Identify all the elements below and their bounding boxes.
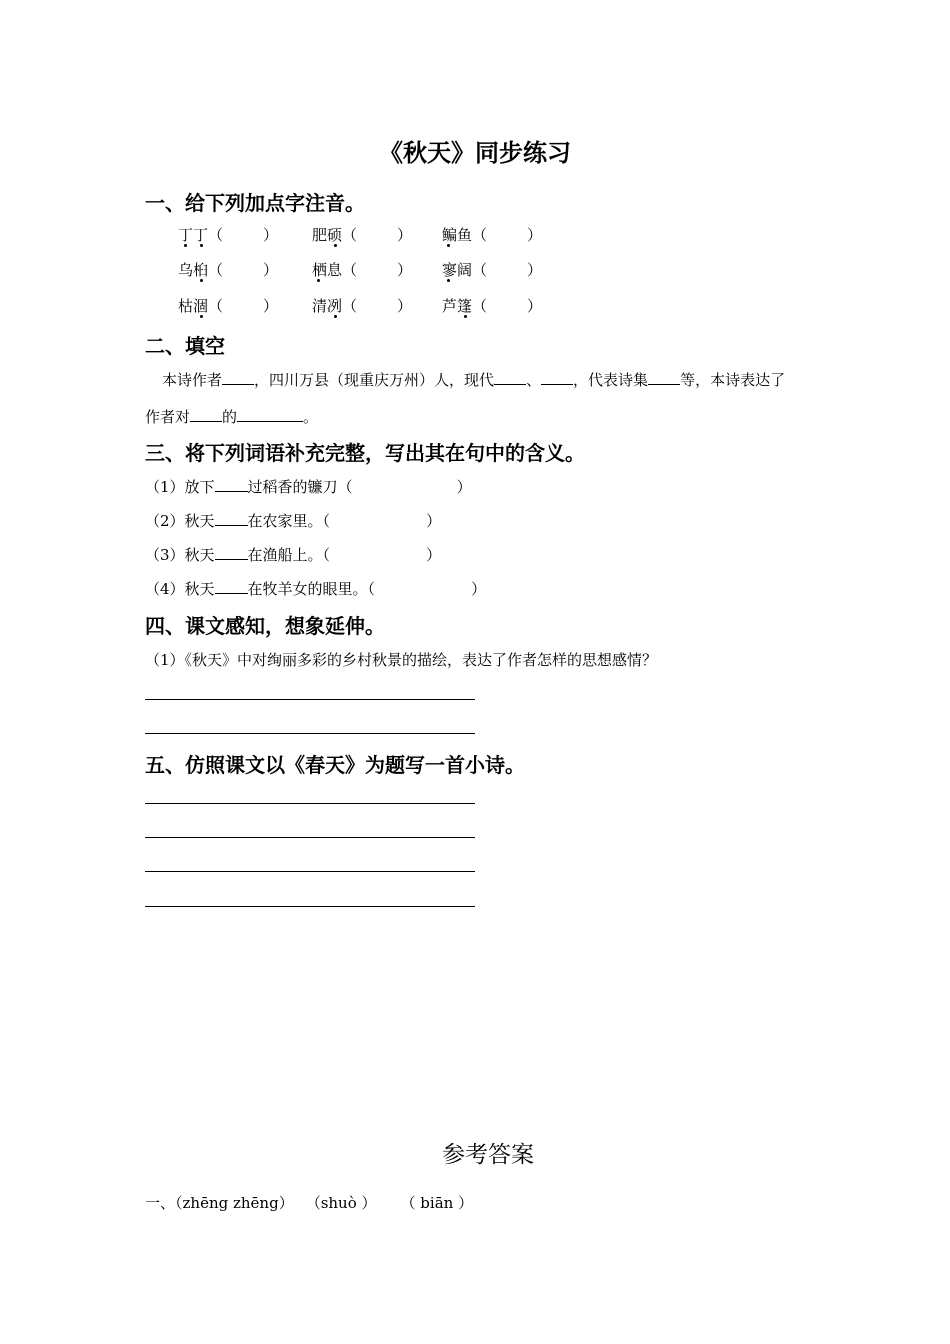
answer-line[interactable] [145,837,475,838]
pinyin-item: 丁丁（ ） [178,226,279,244]
fill-paragraph-line-1: 本诗作者 ，四川万县（现重庆万州）人，现代 、 ，代表诗集 等，本诗表达了 [162,371,786,389]
emphasis-dot [334,315,337,318]
item-word: 乌桕 [178,261,209,279]
item-word: 枯涸 [178,297,209,315]
pinyin-item: 鳊鱼（ ） [442,226,543,244]
answers-title: 参考答案 [442,1142,534,1168]
section-4-heading: 四、课文感知，想象延伸。 [145,614,385,638]
item-word: 肥硕 [312,226,343,244]
pinyin-item: 枯涸（ ） [178,297,279,315]
blank-field[interactable] [494,370,526,385]
blank-field[interactable] [215,545,248,560]
answer-3: （ biān ） [400,1194,474,1212]
complete-item: （2）秋天 在农家里。（ ） [145,512,442,530]
answer-line[interactable] [145,733,475,734]
blank-field[interactable] [215,511,248,526]
emphasis-dot [184,244,187,247]
answers-line-1: 一、（zhēng zhēng） （shuò ） （ biān ） [145,1194,474,1212]
blank-field[interactable] [648,370,680,385]
blank-field[interactable] [222,370,254,385]
blank-field[interactable] [190,407,222,422]
pinyin-item: 寥阔（ ） [442,261,543,279]
complete-item: （4）秋天 在牧羊女的眼里。（ ） [145,580,487,598]
question-1: （1）《秋天》中对绚丽多彩的乡村秋景的描绘，表达了作者怎样的思想感情？ [145,651,658,669]
section-3-heading: 三、将下列词语补充完整，写出其在句中的含义。 [145,441,585,465]
emphasis-dot [334,244,337,247]
answer-line[interactable] [145,906,475,907]
section-2-heading: 二、填空 [145,334,225,358]
section-1-heading: 一、给下列加点字注音。 [145,191,365,215]
pinyin-item: 清冽（ ） [312,297,413,315]
answer-line[interactable] [145,699,475,700]
blank-field[interactable] [237,407,303,422]
pinyin-item: 栖息（ ） [312,261,413,279]
answer-2: （shuò ） [305,1194,377,1212]
pinyin-item: 肥硕（ ） [312,226,413,244]
item-word: 丁丁 [178,226,209,244]
emphasis-dot [200,315,203,318]
item-word: 鳊鱼 [442,226,473,244]
blank-field[interactable] [541,370,573,385]
emphasis-dot [447,244,450,247]
blank-field[interactable] [215,579,248,594]
page-title: 《秋天》同步练习 [379,139,571,167]
item-word: 芦篷 [442,297,473,315]
answer-line[interactable] [145,871,475,872]
item-word: 栖息 [312,261,343,279]
emphasis-dot [464,315,467,318]
blank-field[interactable] [215,477,248,492]
emphasis-dot [200,279,203,282]
emphasis-dot [200,244,203,247]
section-5-heading: 五、仿照课文以《春天》为题写一首小诗。 [145,753,525,777]
item-word: 清冽 [312,297,343,315]
emphasis-dot [317,279,320,282]
item-word: 寥阔 [442,261,473,279]
answer-1: （zhēng zhēng） [175,1194,294,1212]
emphasis-dot [447,279,450,282]
complete-item: （1）放下 过稻香的镰刀（ ） [145,478,472,496]
pinyin-item: 乌桕（ ） [178,261,279,279]
fill-paragraph-line-2: 作者对 的 。 [145,408,319,426]
pinyin-item: 芦篷（ ） [442,297,543,315]
answer-line[interactable] [145,803,475,804]
complete-item: （3）秋天 在渔船上。（ ） [145,546,442,564]
